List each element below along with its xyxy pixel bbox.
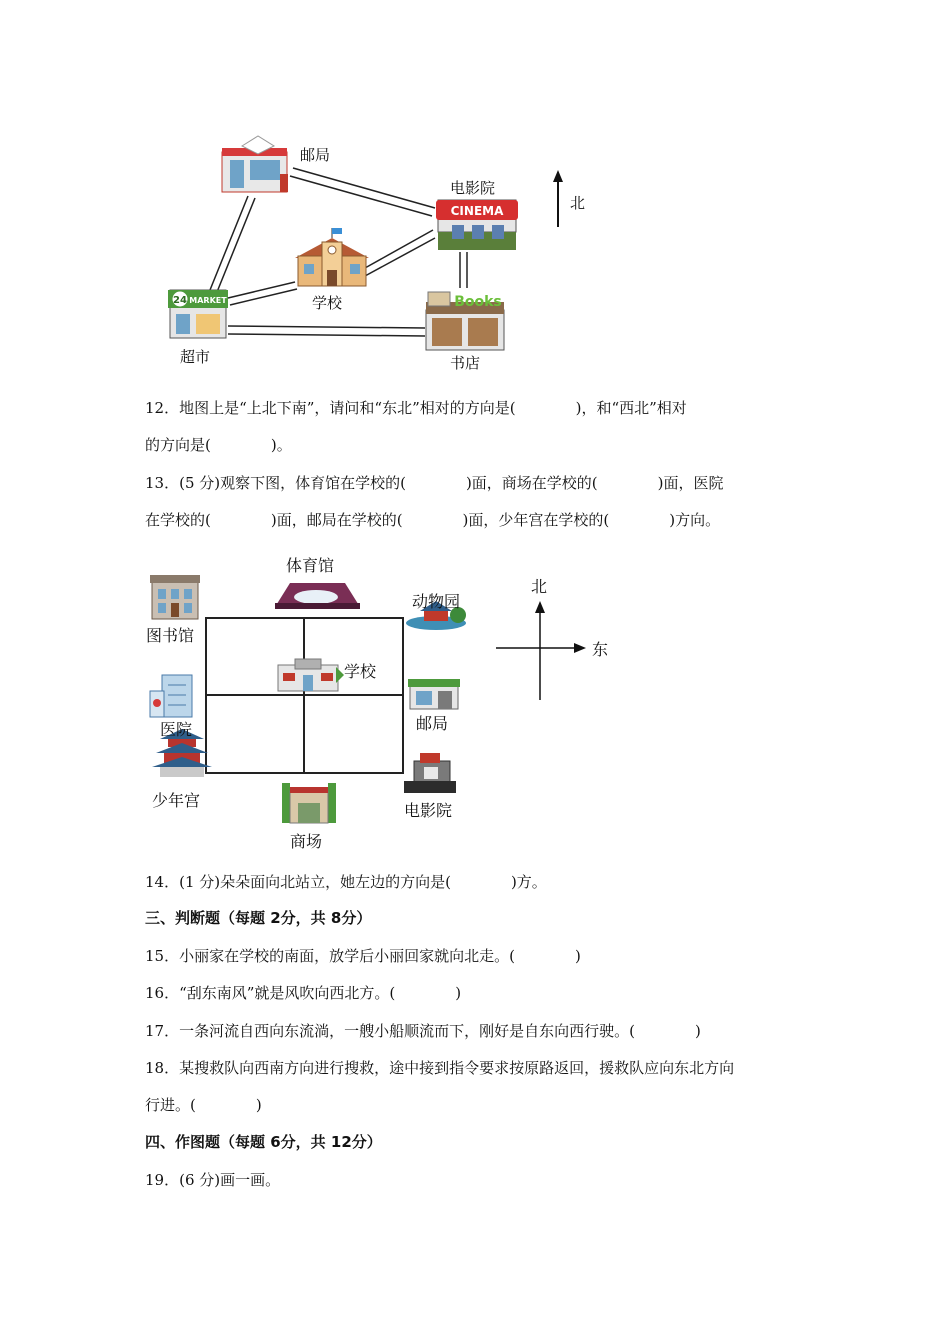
road-post-market bbox=[210, 196, 255, 292]
q13-line1: 13．(5 分)观察下图，体育馆在学校的( )面，商场在学校的( )面，医院 bbox=[145, 474, 724, 492]
map1-label-north: 北 bbox=[570, 194, 586, 212]
post-office-icon bbox=[222, 136, 288, 192]
road-school-cinema bbox=[365, 230, 435, 276]
road-cinema-books bbox=[460, 252, 467, 288]
map1-label-bookstore: 书店 bbox=[450, 354, 481, 372]
gym-icon bbox=[275, 583, 360, 609]
map2-label-cinema: 电影院 bbox=[404, 801, 453, 820]
mall-icon bbox=[282, 783, 336, 823]
map2-label-youth-palace: 少年宫 bbox=[152, 791, 201, 810]
map2-label-north: 北 bbox=[531, 577, 548, 596]
map2-label-zoo: 动物园 bbox=[412, 592, 461, 611]
cinema-icon bbox=[436, 200, 518, 250]
compass-east-arrowhead bbox=[574, 643, 586, 653]
map2-label-library: 图书馆 bbox=[146, 626, 195, 645]
svg-text:CINEMA: CINEMA bbox=[450, 204, 504, 218]
svg-text:MARKET: MARKET bbox=[189, 296, 227, 305]
q18-line2: 行进。( ) bbox=[145, 1096, 262, 1114]
q12-line1: 12．地图上是“上北下南”，请问和“东北”相对的方向是( )，和“西北”相对 bbox=[145, 399, 687, 417]
map2-label-hospital: 医院 bbox=[160, 720, 193, 739]
q17: 17．一条河流自西向东流淌，一艘小船顺流而下，刚好是自东向西行驶。( ) bbox=[145, 1022, 701, 1040]
q12-line2: 的方向是( )。 bbox=[145, 436, 292, 454]
q14: 14．(1 分)朵朵面向北站立，她左边的方向是( )方。 bbox=[145, 873, 547, 891]
svg-text:Books: Books bbox=[454, 294, 502, 310]
svg-text:24: 24 bbox=[173, 295, 187, 306]
post-office-icon bbox=[408, 679, 460, 709]
q15: 15．小丽家在学校的南面，放学后小丽回家就向北走。( ) bbox=[145, 947, 581, 965]
road-market-books bbox=[228, 326, 425, 336]
q19: 19．(6 分)画一画。 bbox=[145, 1171, 281, 1189]
map-1 bbox=[160, 130, 620, 375]
map2-label-mall: 商场 bbox=[290, 832, 323, 851]
map1-label-post-office: 邮局 bbox=[300, 146, 331, 164]
library-icon bbox=[150, 575, 200, 619]
road-post-cinema bbox=[290, 168, 435, 216]
map-2-drawing bbox=[140, 545, 620, 855]
north-arrow-icon bbox=[553, 170, 563, 227]
school-icon bbox=[278, 659, 344, 691]
q18-line1: 18．某搜救队向西南方向进行搜救，途中接到指令要求按原路返回，援救队应向东北方向 bbox=[145, 1059, 735, 1077]
q13-line2: 在学校的( )面，邮局在学校的( )面，少年宫在学校的( )方向。 bbox=[145, 511, 721, 529]
map-1-drawing bbox=[160, 130, 620, 375]
map-2 bbox=[140, 545, 620, 855]
map2-label-gym: 体育馆 bbox=[286, 556, 335, 575]
map1-label-cinema: 电影院 bbox=[450, 179, 496, 197]
bookstore-icon bbox=[426, 292, 504, 350]
hospital-icon bbox=[150, 675, 192, 717]
map2-label-school: 学校 bbox=[344, 662, 377, 681]
road-market-school bbox=[228, 282, 297, 305]
section-3-heading: 三、判断题（每题 2分，共 8分） bbox=[145, 909, 372, 927]
cinema-icon bbox=[404, 753, 456, 793]
map1-label-school: 学校 bbox=[312, 294, 343, 312]
section-4-heading: 四、作图题（每题 6分，共 12分） bbox=[145, 1133, 382, 1151]
compass-north-arrowhead bbox=[535, 601, 545, 613]
q16: 16．“刮东南风”就是风吹向西北方。( ) bbox=[145, 984, 462, 1002]
compass-icon bbox=[496, 609, 578, 700]
map1-label-supermarket: 超市 bbox=[180, 348, 211, 366]
map2-label-post-office: 邮局 bbox=[416, 714, 449, 733]
supermarket-icon bbox=[168, 290, 228, 338]
map2-label-east: 东 bbox=[592, 640, 609, 659]
school-icon bbox=[295, 228, 369, 286]
grid-box bbox=[206, 618, 403, 773]
